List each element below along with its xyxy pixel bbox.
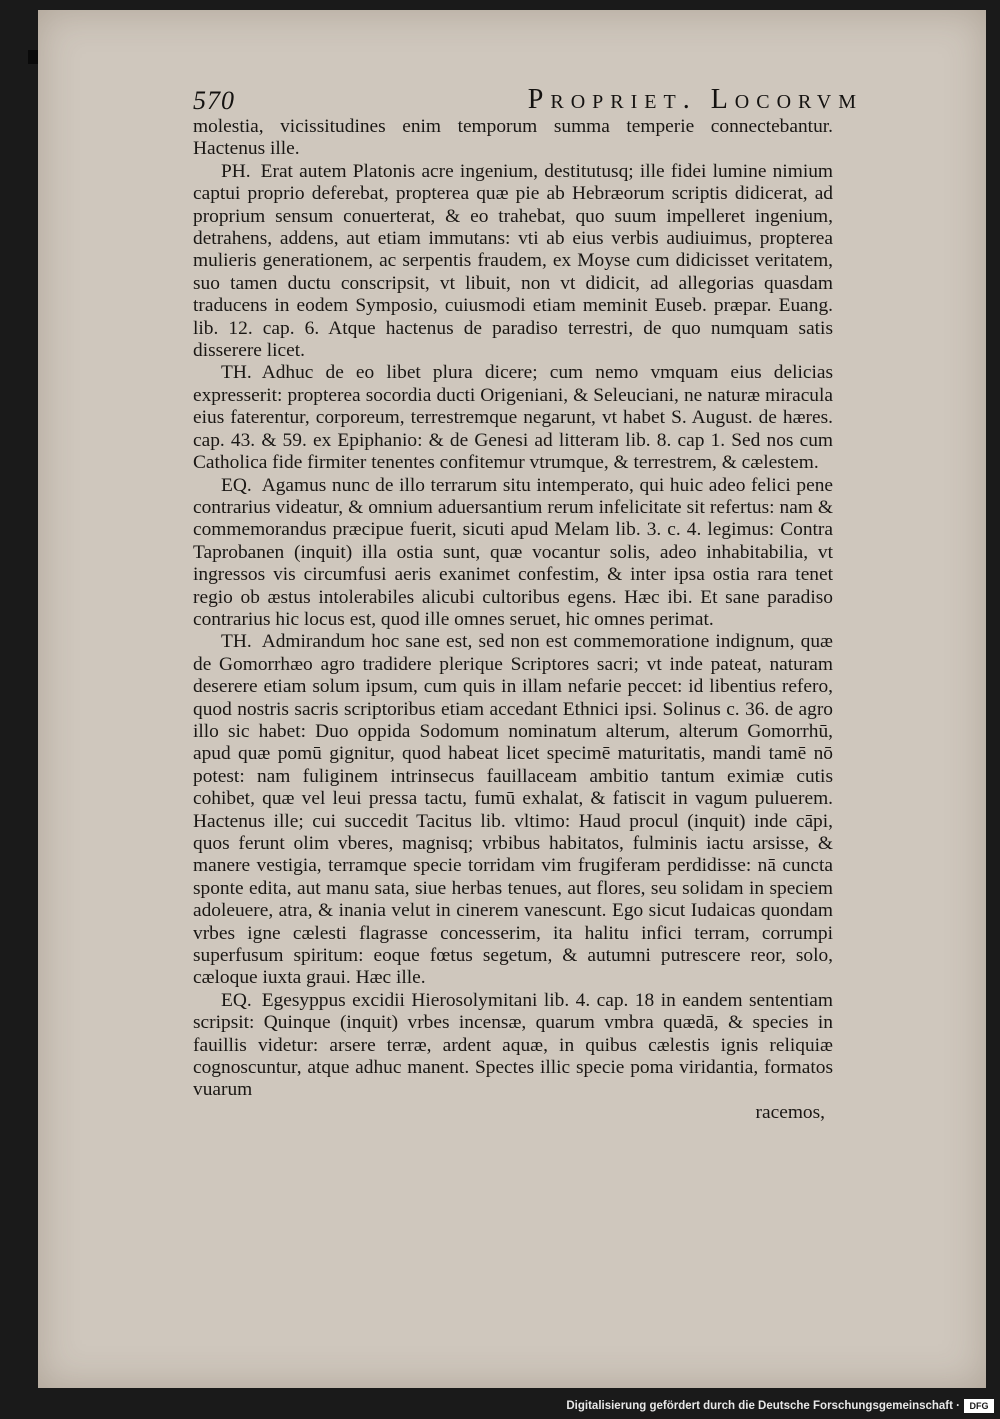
paragraph — [193, 161, 833, 363]
paragraph — [193, 990, 833, 1102]
funding-credit: Digitalisierung gefördert durch die Deutsche Forschungsgemeinschaft · — [566, 1400, 960, 1412]
paragraph-text: Egesyppus excidii Hierosolymitani lib. 4. cap. 18 in eandem sententiam scripsit: Quinque (inquit) vrbes incensæ, quarum vmbra quædā, & species in fauillis videtur: arsere terræ, ardent aquæ, in quibus cælestis ignis reliquiæ cognoscuntur, atque adhuc manent. Spectes illic specie poma viridantia, formatos vuarum — [193, 989, 833, 1101]
body-text — [193, 116, 833, 1124]
paragraph — [193, 362, 833, 474]
speaker-label: EQ. — [221, 474, 252, 496]
paragraph-text: Admirandum hoc sane est, sed non est commemoratione indignum, quæ de Gomorrhæo agro tradidere plerique Scriptores sacri; vt inde pateat, naturam deserere etiam solum ipsum, cum quis in illam nefarie peccet: id libentius refero, quod nostris sacris scriptoribus etiam accedant Ethnici ipsi. Solinus c. 36. de agro illo sic habet: Duo oppida Sodomum nominatum alterum, alterum Gomorrhū, apud quæ pomū gignitur, quod habeat licet specimē maturitatis, mandi tamē nō potest: nam fuliginem intrinsecus fauillaceam ambitio tantum eximiæ cutis cohibet, quæ vel leui pressa tactu, fumū exhalat, & fatiscit in vagum puluerem. Hactenus ille; cui succedit Tacitus lib. vltimo: Haud procul (inquit) inde cāpi, quos ferunt olim vberes, magnisq; vrbibus habitatos, fulminis iactu arsisse, & manere vestigia, terramque specie torridam vim frugiferam perdidisse: nā cuncta sponte edita, aut manu sata, siue herbas tenues, aut flores, seu solidam in speciem adoleuere, atra, & inania velut in cinerem vanescunt. Ego sicut Iudaicas quondam vrbes igne cælesti flagrasse concesserim, ita halitu infici terram, corrumpi superfusum spiritum: eoque fœtus segetum, & autumni putrescere reor, solo, cæloque iuxta graui. Hæc ille. — [193, 631, 833, 989]
dfg-logo-icon: DFG — [964, 1399, 994, 1413]
paragraph-text: Adhuc de eo libet plura dicere; cum nemo vmquam eius delicias expresserit: propterea socordia ducti Origeniani, & Seleuciani, ne naturæ miracula eius faterentur, corporeum, terrestremque negarunt, vt habet S. August. de hæres. cap. 43. & 59. ex Epiphanio: & de Genesi ad litteram lib. 8. cap 1. Sed nos cum Catholica fide firmiter tenentes confitemur vtrumque, & terrestrem, & cælestem. — [193, 362, 833, 474]
speaker-label: EQ. — [221, 989, 252, 1011]
paragraph-text: Agamus nunc de illo terrarum situ intemperato, qui huic adeo felici pene contrarius videatur, & omnium aduersantium rerum infelicitate sit refertus: nam & commemorandus præcipue fuerit, sicuti apud Melam lib. 3. c. 4. legimus: Contra Taprobanen (inquit) illa ostia sunt, quæ vocantur solis, adeo inhabitabilia, vt ingressos vis circumfusi aeris exanimet confestim, & inter ipsa ostia rara tenet regio ob æstus intolerabiles alicubi cultoribus egens. Hæc ibi. Et sane paradiso contrarius hic locus est, quod ille omnes seruet, hic omnes perimat. — [193, 474, 833, 630]
speaker-label: PH. — [221, 160, 251, 182]
running-title: Propriet. Locorvm — [527, 84, 863, 115]
catchword: racemos, — [755, 1101, 825, 1123]
paragraph-text: Erat autem Platonis acre ingenium, destitutusq; ille fidei lumine nimium captui proprio deferebat, propterea quæ pie ab Hebræorum scriptis didicerat, ad proprium sensum conuerterat, & eo trahebat, quo suum impelleret ingenium, detrahens, addens, aut etiam immutans: vti ab eius verbis audiuimus, propterea mulieris generationem, ac serpentis fraudem, ex Moyse cum didicisset veritatem, suo tamen ductu conscripsit, vt libuit, non vt didicit, ad allegorias quasdam traducens in eodem Symposio, cuiusmodi etiam meminit Euseb. præpar. Euang. lib. 12. cap. 6. Atque hactenus de paradiso terrestri, de quo numquam satis disserere licet. — [193, 160, 833, 362]
digitization-footer — [0, 1396, 1000, 1419]
paragraph — [193, 631, 833, 990]
page-header — [193, 80, 863, 120]
page-edge-mark — [28, 50, 38, 64]
speaker-label: TH. — [221, 362, 252, 384]
paragraph: molestia, vicissitudines enim temporum summa temperie connectebantur. Hactenus ille. — [193, 116, 833, 160]
page-number: 570 — [193, 86, 235, 115]
speaker-label: TH. — [221, 631, 252, 653]
paragraph — [193, 475, 833, 632]
